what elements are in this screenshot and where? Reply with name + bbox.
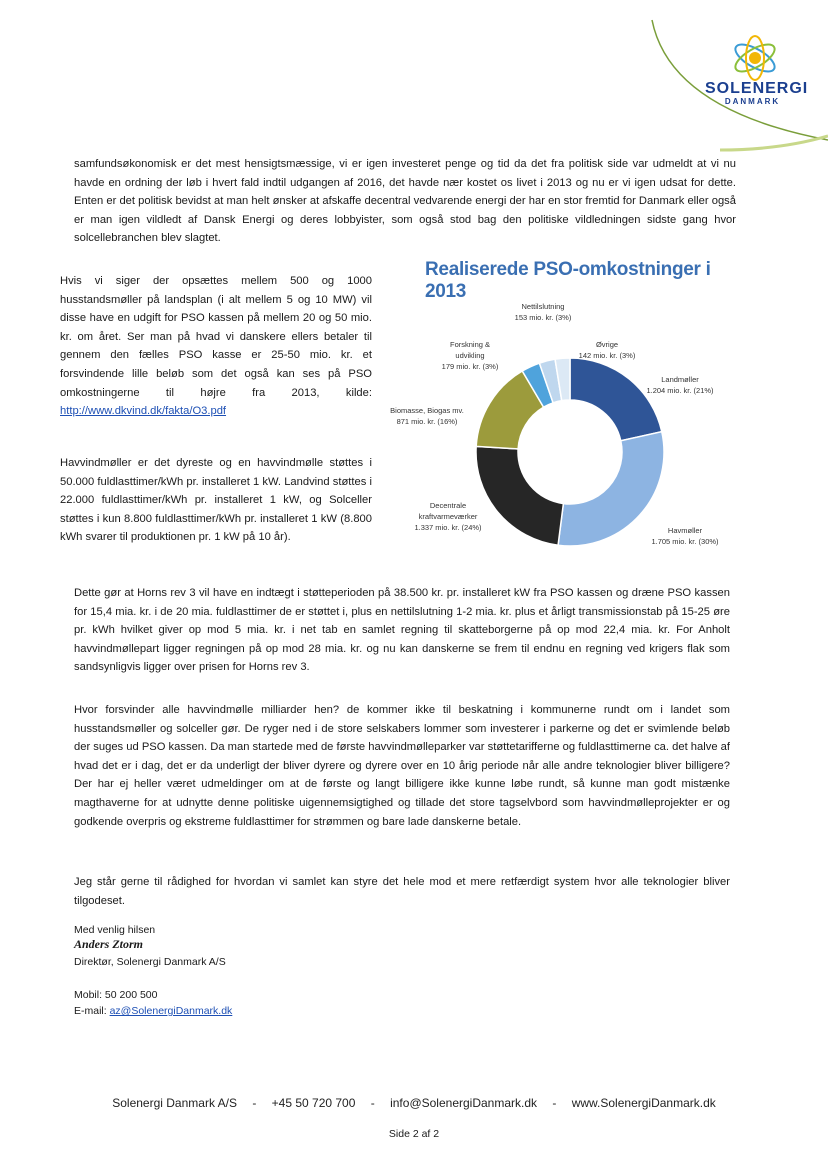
slice-label-2-1: kraftvarmeværker — [418, 512, 478, 521]
slice-label-1-1: 1.705 mio. kr. (30%) — [651, 537, 719, 546]
page-footer — [0, 1096, 828, 1110]
slice-label-5-0: Nettilslutning — [521, 302, 565, 311]
footer-phone: +45 50 720 700 — [271, 1096, 356, 1110]
slice-label-6-0: Øvrige — [595, 340, 619, 349]
page-number: Side 2 af 2 — [388, 1128, 440, 1140]
intro-paragraph: samfundsøkonomisk er det mest hensigtsmæssige, vi er igen investeret penge og tid da det fra politisk side var udmeldt at vi nu havde en ordning der løb i hvert fald indtil udgangen af 2016, det havde nær kostet os livet i 2013 og nu er vi igen udsat for dette. Enten er det politisk bevidst at man helt ønsker at afskaffe decentral vedvarende energi der har en stor fremtid for Danmark eller også er man igen vildledt af Dansk Energi og deres lobbyister, som også stod bag den politiske vildledningen sidste gang hvor solcellebranchen blev slagtet. — [74, 158, 736, 245]
slice-label-2-2: 1.337 mio. kr. (24%) — [414, 523, 482, 532]
paragraph-horns-rev: Dette gør at Horns rev 3 vil have en indtægt i støtteperioden på 38.500 kr. pr. installeret kW fra PSO kassen og dræne PSO kassen for 15,4 mia. kr. i de 20 mia. fuldlasttimer de er støttet i, plus en nettilslutning 1-2 mia. kr. plus et årligt transmissionstab på 15-25 øre pr. kWh hvilket giver op mod 5 mia. kr. i net tab en samlet regning til skatteborgerne på op mod 22,4 mia. kr. For Anholt havvindmøllepart ligger regningen på op mod 28 mia. kr. og nu kan danskerne se frem til endnu en regning ved krigers flak som sandsynligvis ligger over prisen for Horns rev 3. — [74, 587, 730, 674]
paragraph-havvind: Hvor forsvinder alle havvindmølle milliarder hen? de kommer ikke til beskatning i kommunerne rundt om i landet som husstandsmøller og solceller gør. De ryger ned i de store selskabers lommer som investerer i parkerne og det er svimlende beløb der suges ud PSO kassen. Da man startede med de første havvindmølleparker var støttetarifferne og fuldlasttimerne ca. det halve af hvad det er i dag, det er da underligt der bliver dyrere og dyrere over en 10 årig periode når alle andre teknologier bliver billigere? Der har ej heller været udmeldinger om at de første og langt billigere ikke kunne løbe rundt, så kunne man godt mistænke magthaverne for at udnytte denne politiske uigennemsigtighed og tillade det store tagselvbord som havvindmølleprojekter er og godkende overpris og ekstreme fuldlasttimer for strømmen og bare lade danskerne betale. — [74, 704, 730, 828]
chart-title: Realiserede PSO-omkostninger i 2013 — [425, 259, 711, 302]
footer-sep-2: - — [370, 1096, 375, 1110]
left-paragraph-1-text: Hvis vi siger der opsættes mellem 500 og 1000 husstandsmøller på landsplan (i alt mellem 5 og 10 MW) vil disse have en udgift for PSO kassen på mellem 20 og 50 mio. kr. om året. Ser man på hvad vi danskere ellers betaler til gennem den fælles PSO kasse er 25-50 mio. kr. et forsvindende lille beløb som det også kan ses på PSO omkostningerne til højre fra 2013, kilde: — [60, 275, 372, 399]
logo-name: SOLENERGI — [705, 80, 809, 97]
sig-email-label: E-mail: — [74, 1005, 110, 1017]
slice-label-2-0: Decentrale — [429, 501, 467, 510]
logo-wordmark — [705, 80, 809, 106]
slice-label-5-1: 153 mio. kr. (3%) — [514, 313, 572, 322]
footer-sep-3: - — [552, 1096, 557, 1110]
left-paragraph-2: Havvindmøller er det dyreste og en havvindmølle støttes i 50.000 fuldlasttimer/kWh pr. installeret 1 kW. Landvind støttes i 22.000 fuldlasttimer/kWh pr. installeret 1 kW, og Solceller støttes i kun 8.800 fuldlasttimer/kWh pr. installeret 1 kW (8.800 kWh svarer til produktionen pr. 1 kW på 10 år). — [60, 457, 372, 544]
paragraph-closing: Jeg står gerne til rådighed for hvordan vi samlet kan styre det hele mod et mere retfærdigt system hvor alle teknologier bliver tilgodeset. — [74, 876, 730, 907]
slice-2 — [476, 446, 563, 545]
slice-0 — [570, 358, 662, 441]
slice-label-4-2: 179 mio. kr. (3%) — [441, 362, 499, 371]
logo-sub: DANMARK — [724, 97, 781, 106]
slice-label-4-1: udvikling — [455, 351, 485, 360]
footer-web: www.SolenergiDanmark.dk — [571, 1096, 716, 1110]
sig-greeting: Med venlig hilsen — [74, 924, 156, 936]
slice-label-3-1: 871 mio. kr. (16%) — [396, 417, 458, 426]
sig-name: Anders Ztorm — [74, 937, 144, 951]
left-paragraph-1 — [60, 272, 372, 421]
sig-title: Direktør, Solenergi Danmark A/S — [74, 956, 226, 968]
source-link[interactable]: http://www.dkvind.dk/fakta/O3.pdf — [60, 405, 227, 418]
sig-email-row — [74, 1004, 232, 1018]
slice-label-6-1: 142 mio. kr. (3%) — [578, 351, 636, 360]
footer-email: info@SolenergiDanmark.dk — [390, 1096, 538, 1110]
slice-label-3-0: Biomasse, Biogas mv. — [390, 406, 464, 415]
slice-label-4-0: Forskning & — [449, 340, 491, 349]
slice-1 — [558, 432, 664, 546]
sig-mobile: Mobil: 50 200 500 — [74, 989, 158, 1001]
footer-sep-1: - — [252, 1096, 257, 1110]
slice-label-0-0: Landmøller — [661, 375, 699, 384]
footer-company: Solenergi Danmark A/S — [112, 1096, 237, 1110]
slice-label-0-1: 1.204 mio. kr. (21%) — [646, 386, 714, 395]
sig-email-link[interactable]: az@SolenergiDanmark.dk — [109, 1005, 233, 1017]
pso-donut-chart — [380, 290, 740, 580]
slice-label-1-0: Havmøller — [667, 526, 703, 535]
